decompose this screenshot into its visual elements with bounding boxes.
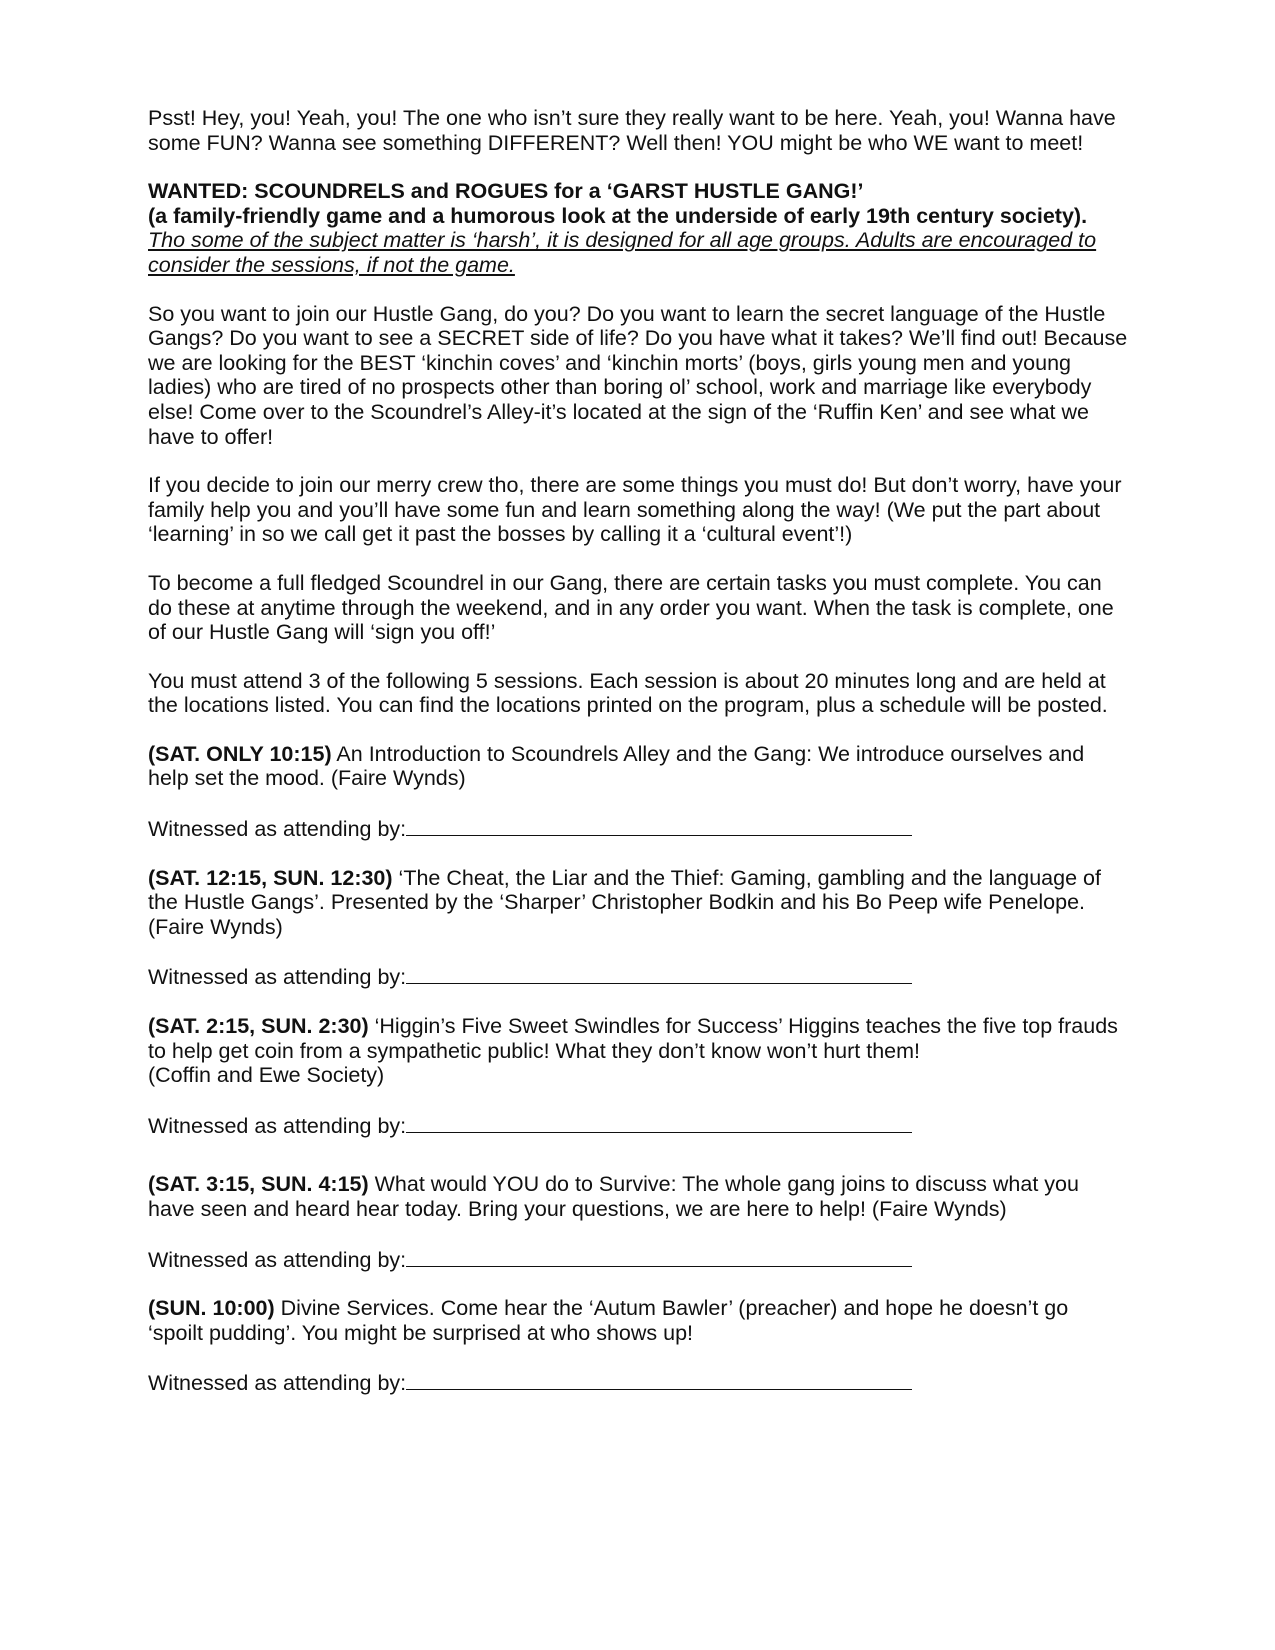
signature-line[interactable] (406, 963, 912, 984)
witness-line (148, 1369, 1128, 1396)
witness-line (148, 1246, 1128, 1273)
wanted-subtitle: (a family-friendly game and a humorous look at the underside of early 19th century society). (148, 203, 1088, 228)
session-time: (SAT. ONLY 10:15) (148, 741, 332, 766)
session-item (148, 1172, 1128, 1221)
wanted-block (148, 179, 1128, 277)
paragraph-tasks: To become a full fledged Scoundrel in our Gang, there are certain tasks you must complete. You can do these at anytime through the weekend, and in any order you want. When the task is complete, one of our Hustle Gang will ‘sign you off!’ (148, 570, 1114, 645)
paragraph-join: So you want to join our Hustle Gang, do you? Do you want to learn the secret language of the Hustle Gangs? Do you want to see a SECRET side of life? Do you have what it takes? We’ll find out! Because we are looking for the BEST ‘kinchin coves’ and ‘kinchin morts’ (boys, girls young men and young ladies) who are tired of no prospects other than boring ol’ school, work and marriage like everybody else! Come over to the Scoundrel’s Alley-it’s located at the sign of the ‘Ruffin Ken’ and see what we have to offer! (148, 301, 1128, 449)
wanted-description (148, 204, 1128, 278)
session-item (148, 1014, 1128, 1088)
signature-line[interactable] (406, 1112, 912, 1133)
intro-paragraph: Psst! Hey, you! Yeah, you! The one who isn’t sure they really want to be here. Yeah, you! Wanna have some FUN? Wanna see something DIFFERENT? Well then! YOU might be who WE want to meet! (148, 106, 1116, 155)
session-time: (SAT. 2:15, SUN. 2:30) (148, 1014, 369, 1039)
signature-line[interactable] (406, 1369, 912, 1390)
document-page (148, 106, 1128, 1396)
session-item (148, 1296, 1128, 1345)
witness-label: Witnessed as attending by: (148, 1247, 407, 1272)
witness-label: Witnessed as attending by: (148, 1371, 407, 1396)
session-time: (SUN. 10:00) (148, 1296, 275, 1321)
wanted-note: Tho some of the subject matter is ‘harsh’, it is designed for all age groups. Adults are encouraged to consider the sessions, if not the game. (148, 228, 1097, 277)
witness-line (148, 815, 1128, 842)
session-location: (Coffin and Ewe Society) (148, 1063, 385, 1088)
session-location: (Faire Wynds) (148, 914, 283, 939)
witness-label: Witnessed as attending by: (148, 965, 407, 990)
session-item (148, 866, 1128, 940)
session-item (148, 742, 1128, 791)
paragraph-sessions-intro: You must attend 3 of the following 5 sessions. Each session is about 20 minutes long and are held at the locations listed. You can find the locations printed on the program, plus a schedule will be posted. (148, 668, 1108, 718)
session-description: What would YOU do to Survive: The whole gang joins to discuss what you have seen and heard hear today. Bring your questions, we are here to help! (Faire Wynds) (148, 1172, 1079, 1221)
witness-label: Witnessed as attending by: (148, 817, 407, 842)
witness-line (148, 1112, 1128, 1139)
wanted-title: WANTED: SCOUNDRELS and ROGUES for a ‘GARST HUSTLE GANG!’ (148, 179, 864, 204)
witness-label: Witnessed as attending by: (148, 1113, 407, 1138)
session-time: (SAT. 3:15, SUN. 4:15) (148, 1172, 369, 1197)
signature-line[interactable] (406, 1246, 912, 1267)
witness-line (148, 963, 1128, 990)
signature-line[interactable] (406, 815, 912, 836)
session-description: An Introduction to Scoundrels Alley and the Gang: We introduce ourselves and help set the mood. (Faire Wynds) (148, 741, 1085, 791)
session-description: ‘The Cheat, the Liar and the Thief: Gaming, gambling and the language of the Hustle Gangs’. Presented by the ‘Sharper’ Christopher Bodkin and his Bo Peep wife Penelope. (148, 865, 1101, 915)
session-description: Divine Services. Come hear the ‘Autum Bawler’ (preacher) and hope he doesn’t go ‘spoilt pudding’. You might be surprised at who shows up! (148, 1296, 1069, 1345)
session-description: ‘Higgin’s Five Sweet Swindles for Success’ Higgins teaches the five top frauds to help get coin from a sympathetic public! What they don’t know won’t hurt them! (148, 1014, 1118, 1063)
paragraph-merry-crew: If you decide to join our merry crew tho, there are some things you must do! But don’t worry, have your family help you and you’ll have some fun and learn something along the way! (We put the part about ‘learning’ in so we call get it past the bosses by calling it a ‘cultural event’!) (148, 473, 1122, 547)
session-time: (SAT. 12:15, SUN. 12:30) (148, 865, 393, 890)
